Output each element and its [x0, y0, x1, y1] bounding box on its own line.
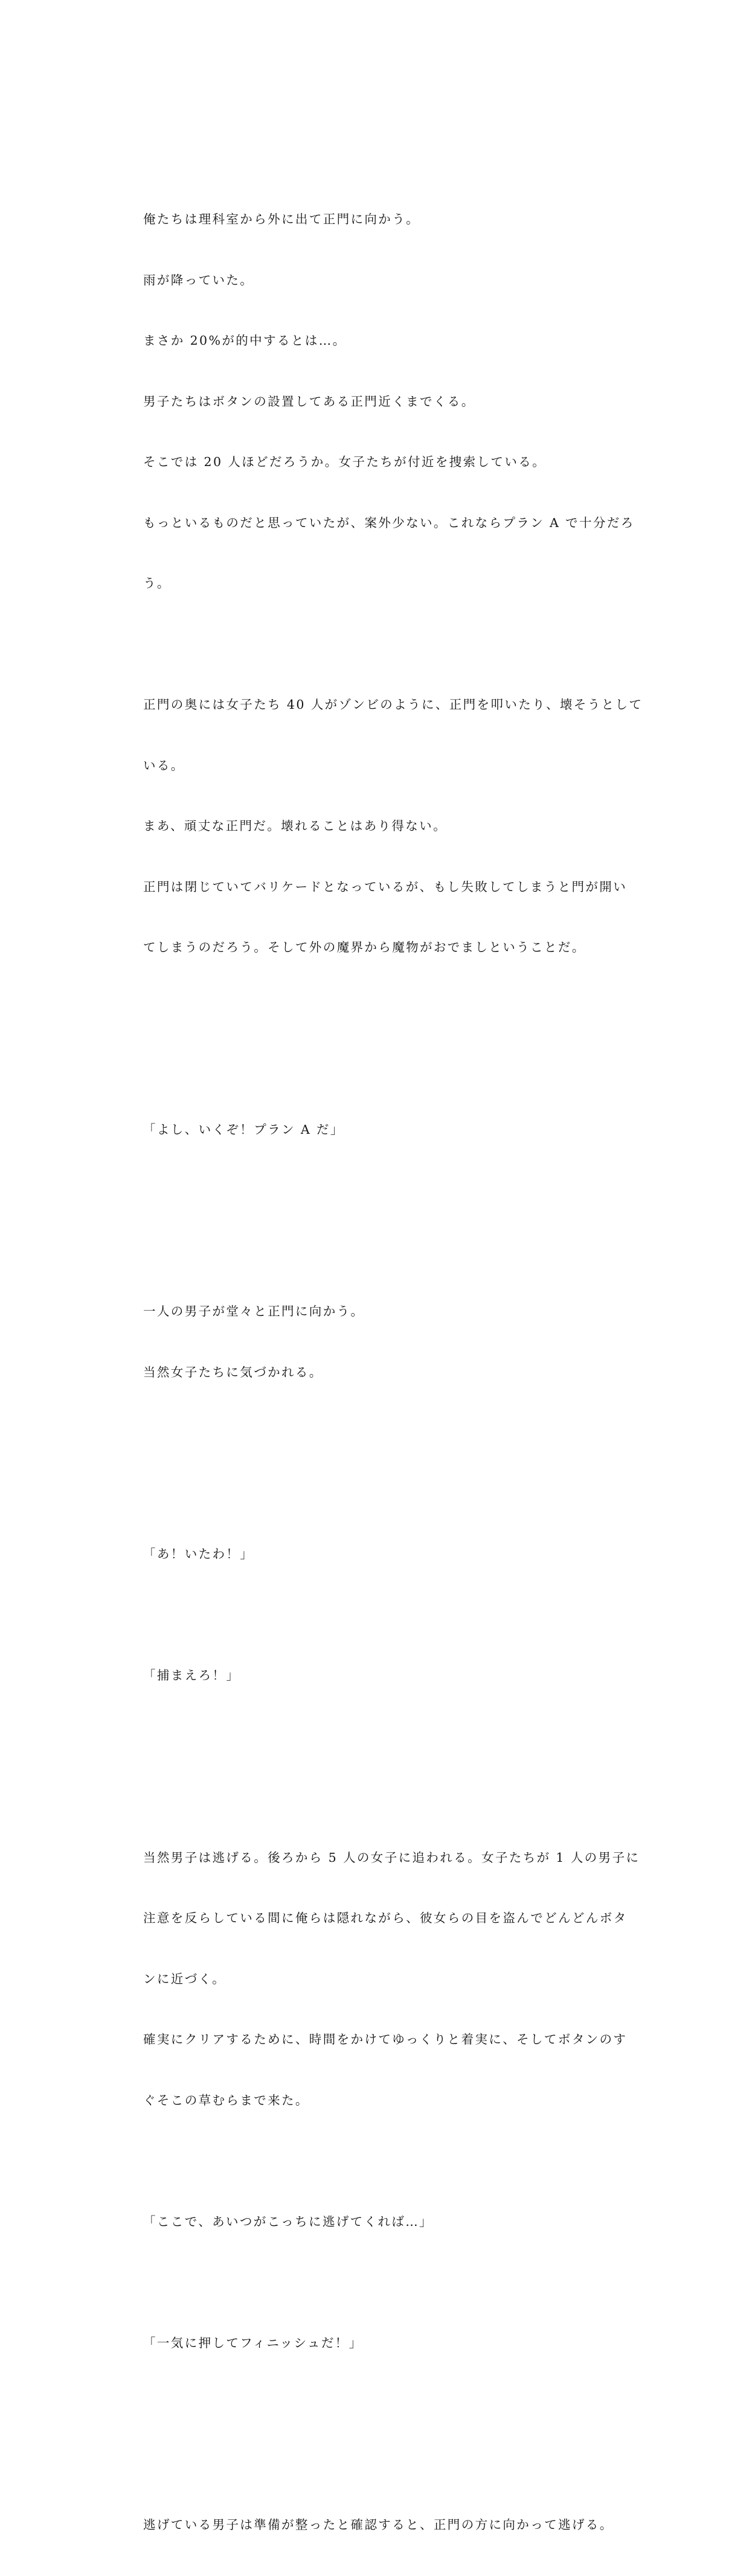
blank-line: [143, 1241, 614, 1262]
text-line: 注意を反らしている間に俺らは隠れながら、彼女らの目を盗んでどんどんボタ: [143, 1911, 628, 1925]
text-line: もっといるものだと思っていたが、案外少ない。これならプラン A で十分だろ: [143, 515, 635, 530]
text-line: ぐそこの草むらまで来た。: [143, 2092, 309, 2108]
text-line: 俺たちは理科室から外に出て正門に向かう。: [143, 212, 420, 226]
blank-line: [143, 1180, 614, 1201]
text-line: いる。: [143, 758, 185, 773]
dialogue-line: 「捕まえろ！」: [143, 1668, 240, 1683]
text-line: まあ、頑丈な正門だ。壊れることはあり得ない。: [143, 819, 447, 833]
dialogue-line: 「よし、いくぞ！プラン A だ」: [143, 1122, 344, 1137]
blank-line: [143, 1787, 614, 1807]
text-line: 当然女子たちに気づかれる。: [143, 1364, 323, 1379]
dialogue-line: 「一気に押してフィニッシュだ！」: [143, 2335, 363, 2350]
text-line: 雨が降っていた。: [143, 272, 254, 287]
text-line: そこでは 20 人ほどだろうか。女子たちが付近を捜索している。: [143, 455, 547, 469]
text-line: 確実にクリアするために、時間をかけてゆっくりと着実に、そしてボタンのす: [143, 2032, 628, 2047]
dialogue-line: 「ここで、あいつがこっちに逃げてくれば…」: [143, 2214, 434, 2229]
dialogue-line: 「あ！いたわ！」: [143, 1547, 254, 1561]
blank-line: [143, 2455, 614, 2475]
text-line: てしまうのだろう。そして外の魔界から魔物がおでましということだ。: [143, 940, 586, 954]
text-line: 男子たちはボタンの設置してある正門近くまでくる。: [143, 394, 475, 409]
blank-line: [143, 2394, 614, 2414]
blank-line: [143, 999, 614, 1019]
text-line: 正門は閉じていてバリケードとなっているが、もし失敗してしまうと門が開い: [143, 879, 628, 894]
blank-line: [143, 1423, 614, 1443]
text-line: 当然男子は逃げる。後ろから 5 人の女子に追われる。女子たちが 1 人の男子に: [143, 1850, 640, 1865]
blank-line: [143, 2272, 614, 2293]
text-line: 逃げている男子は準備が整ったと確認すると、正門の方に向かって逃げる。: [143, 2517, 614, 2532]
blank-line: [143, 1484, 614, 1504]
text-line: 一人の男子が堂々と正門に向かう。: [143, 1304, 365, 1318]
blank-line: [143, 1059, 614, 1079]
blank-line: [143, 634, 614, 655]
text-line: 正門の奥には女子たち 40 人がゾンビのように、正門を叩いたり、壊そうとして: [143, 697, 643, 712]
blank-line: [143, 1605, 614, 1626]
text-line: う。: [143, 576, 171, 590]
text-line: ンに近づく。: [143, 1971, 226, 1986]
blank-line: [143, 1727, 614, 1747]
text-line: まさか 20%が的中するとは…。: [143, 333, 347, 348]
blank-line: [143, 2151, 614, 2172]
body-text: [143, 169, 643, 2576]
